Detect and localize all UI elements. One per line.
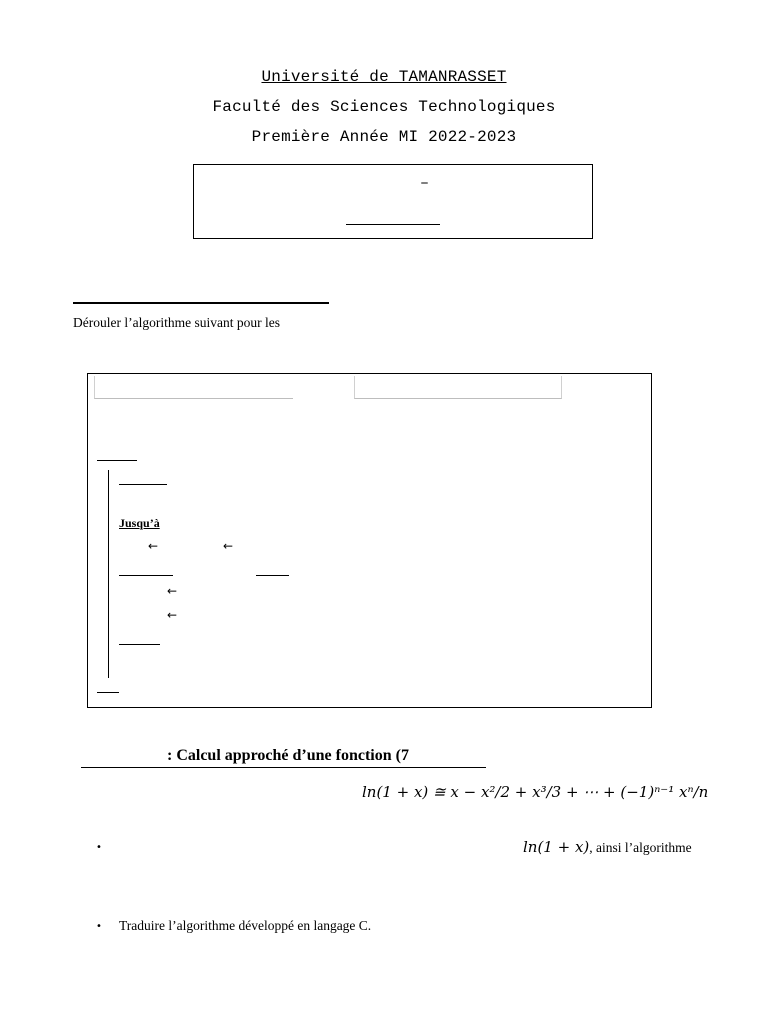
assign-arrow-1: ← bbox=[148, 539, 159, 553]
algorithm-field-right bbox=[354, 376, 562, 399]
bullet-1-content bbox=[523, 838, 692, 857]
university-title: Université de TAMANRASSET bbox=[261, 68, 507, 86]
assign-arrow-4: ← bbox=[167, 608, 178, 622]
title-box bbox=[193, 164, 593, 239]
assign-arrow-3: ← bbox=[167, 584, 178, 598]
academic-year: Première Année MI 2022-2023 bbox=[251, 128, 517, 146]
exercise2-heading: : Calcul approché d’une fonction (7 bbox=[167, 747, 409, 764]
bullet-1-marker: • bbox=[96, 842, 102, 853]
exercise1-instruction: Dérouler l’algorithme suivant pour les bbox=[73, 315, 280, 330]
algo-repeat-underline bbox=[119, 484, 167, 485]
title-dash: – bbox=[420, 175, 430, 192]
bullet-1-text: , ainsi l’algorithme bbox=[589, 840, 692, 855]
title-underline bbox=[346, 224, 440, 225]
algo-until-keyword: Jusqu’à bbox=[119, 516, 160, 530]
algo-endif-underline bbox=[119, 644, 160, 645]
assign-arrow-2: ← bbox=[223, 539, 234, 553]
bullet-1-math: ln(1 + x) bbox=[523, 838, 590, 856]
exercise1-heading-line bbox=[73, 302, 329, 304]
series-formula: ln(1 + x) ≅ x − x²/2 + x³/3 + ⋯ + (−1)ⁿ⁻¹ xⁿ/n bbox=[362, 783, 709, 801]
algorithm-field-left bbox=[94, 376, 293, 399]
algorithm-box bbox=[87, 373, 652, 708]
algo-then-underline bbox=[256, 575, 289, 576]
algo-begin-underline bbox=[97, 460, 137, 461]
algo-block-bar bbox=[108, 470, 109, 678]
bullet-2-marker: • bbox=[96, 921, 102, 932]
bullet-2-text: Traduire l’algorithme développé en langage C. bbox=[119, 918, 372, 933]
algo-end-underline bbox=[97, 692, 119, 693]
faculty-title: Faculté des Sciences Technologiques bbox=[212, 98, 556, 116]
algo-if-underline bbox=[119, 575, 173, 576]
